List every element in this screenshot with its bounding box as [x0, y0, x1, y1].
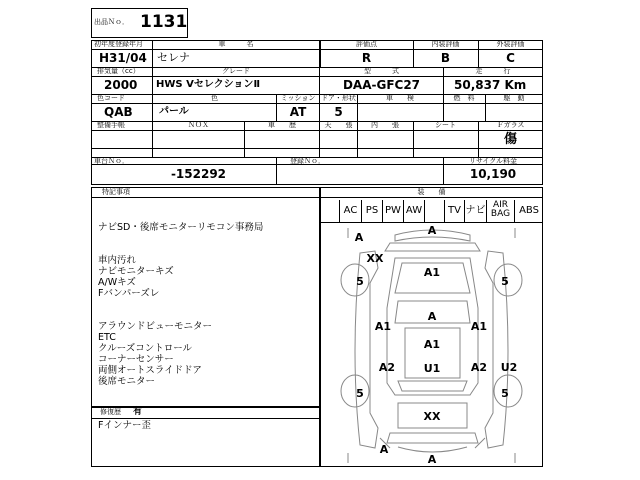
note-line: ナビモニターキズ — [98, 266, 174, 277]
vehicle-inspection-label: 車 検 — [386, 94, 414, 102]
damage-mark-left-slide-door: A2 — [378, 361, 396, 374]
first-reg-label: 初年度登録年月 — [94, 40, 143, 48]
grade-score-label: 評価点 — [356, 40, 377, 48]
grade-suffix: Ⅱ — [253, 79, 261, 90]
damage-mark-fl-corner: XX — [366, 252, 384, 265]
first-reg-value: H31/04 — [99, 51, 147, 65]
seat-label: シート — [435, 121, 456, 129]
repair-box — [91, 407, 320, 467]
note-line: Fバンパーズレ — [98, 288, 160, 299]
color-label: 色 — [211, 94, 218, 102]
note-line: コーナーセンサー — [98, 354, 174, 365]
repair-notes: Fインナー歪 — [98, 420, 151, 431]
damage-mark-right-front-door: A1 — [470, 320, 488, 333]
damage-mark-right-slide-door: A2 — [470, 361, 488, 374]
doors-value: 5 — [334, 105, 343, 119]
damage-mark-wheel-fl: 5 — [356, 275, 364, 288]
grade-main: HWS Vセレクション — [156, 79, 254, 90]
damage-mark-wheel-rr: 5 — [501, 387, 509, 400]
model-label: 型 式 — [364, 67, 399, 75]
damage-mark-right-rear-panel: U2 — [500, 361, 518, 374]
damage-mark-rear-bumper: A — [427, 453, 437, 466]
damage-mark-wheel-fr: 5 — [501, 275, 509, 288]
mileage-label: 走 行 — [475, 67, 511, 75]
damage-mark-roof-rear: U1 — [423, 362, 441, 375]
equip-aw: AW — [404, 200, 425, 222]
fuel-label: 燃 料 — [453, 94, 475, 102]
equipment-slot-blank — [320, 200, 340, 222]
transmission-value: AT — [289, 105, 307, 119]
note-line — [98, 310, 318, 321]
equip-tv: TV — [445, 200, 465, 222]
color-code-label: 色コード — [97, 94, 125, 102]
glass-value: 傷 — [503, 132, 517, 147]
car-name-label: 車 名 — [218, 40, 254, 48]
equip-blank — [425, 200, 445, 222]
mileage-value: 50,837 Km — [454, 78, 527, 92]
grade-score-value: R — [361, 51, 372, 65]
notes-label: 特記事項 — [102, 188, 130, 196]
notes-list — [98, 222, 318, 387]
lot-label: 出品Ｎｏ． — [94, 18, 129, 26]
exterior-score-label: 外装評価 — [496, 40, 525, 48]
equipment-label: 装 備 — [417, 188, 446, 196]
note-line: 両側オートスライドドア — [98, 365, 202, 376]
note-line: アラウンドビューモニター — [98, 321, 213, 332]
note-line: 車内汚れ — [98, 255, 137, 266]
equip-ac: AC — [340, 200, 362, 222]
color-value: パール — [159, 106, 189, 117]
equip-abs: ABS — [519, 205, 539, 216]
damage-mark-roof-front: A — [427, 310, 437, 323]
note-line — [98, 233, 318, 244]
note-line: クルーズコントロール — [98, 343, 193, 354]
history-label: 車 歴 — [268, 121, 296, 129]
damage-mark-rear-gate: XX — [423, 410, 441, 423]
equip-airbag: AIR BAG — [487, 200, 515, 222]
equip-ps: PS — [362, 200, 383, 222]
chassis-value: -152292 — [170, 167, 227, 181]
recycle-value: 10,190 — [469, 167, 517, 181]
note-line: ナビSD・後席モニターリモコン事務局 — [98, 222, 264, 233]
interior-score-label: 内装評価 — [431, 40, 460, 48]
damage-mark-wheel-rl: 5 — [356, 387, 364, 400]
maintenance-label: 整備手帳 — [97, 121, 125, 129]
chassis-label: 車台Ｎｏ． — [94, 157, 129, 165]
registration-label: 登録Ｎｏ． — [290, 157, 325, 165]
damage-mark-front-center: A — [427, 224, 437, 237]
color-code-value: QAB — [104, 105, 133, 119]
transmission-label: ミッション — [280, 94, 316, 102]
lot-number: 1131 — [140, 12, 188, 32]
nox-label: ＮＯＸ — [188, 121, 209, 129]
interior-label: 内 張 — [371, 121, 399, 129]
note-line — [98, 244, 318, 255]
damage-mark-front-left: A — [354, 231, 364, 244]
displacement-label: 排気量（cc） — [97, 67, 140, 75]
damage-mark-roof: A1 — [423, 338, 441, 351]
damage-mark-rear-left: A — [379, 443, 389, 456]
repair-history-value: 有 — [133, 407, 143, 417]
repair-history-label: 修復歴 — [100, 408, 121, 416]
recycle-label: リサイクル料金 — [468, 157, 518, 165]
note-line: ETC — [98, 332, 116, 343]
displacement-value: 2000 — [104, 78, 138, 92]
damage-mark-left-front-door: A1 — [374, 320, 392, 333]
car-name-value: セレナ — [157, 51, 190, 64]
drive-label: 駆 動 — [503, 94, 525, 102]
grade-value — [156, 80, 260, 90]
model-value: DAA-GFC27 — [342, 78, 421, 92]
note-line: A/Wキズ — [98, 277, 136, 288]
exterior-score-value: C — [506, 51, 515, 65]
sunroof-label: 天 張 — [324, 121, 353, 129]
interior-score-value: B — [440, 51, 451, 65]
equip-pw: PW — [383, 200, 404, 222]
doors-label: ドア・形状 — [321, 94, 356, 102]
glass-label: Ｆガラス — [496, 121, 525, 129]
note-line — [98, 299, 318, 310]
grade-label: グレード — [222, 67, 250, 75]
equip-navi: ナビ — [465, 200, 487, 222]
note-line: 後席モニター — [98, 376, 156, 387]
damage-mark-hood: A1 — [423, 266, 441, 279]
